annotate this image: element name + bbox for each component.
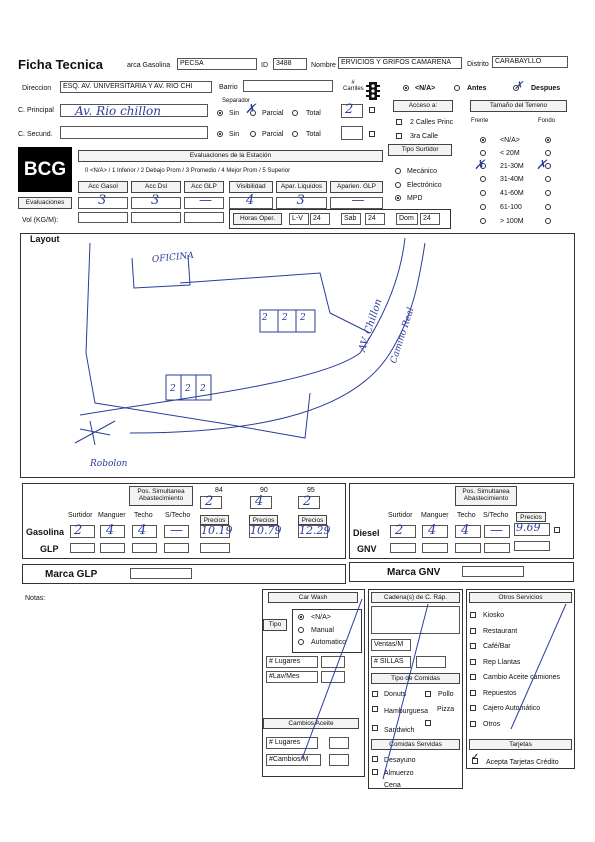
surtidor-electronico-label: Electrónico bbox=[407, 182, 442, 189]
c-principal-handwriting: Av. Rio chillon bbox=[75, 104, 161, 118]
separador-sin-label: Sin bbox=[229, 110, 240, 117]
desayuno-label: Desayuno bbox=[384, 757, 416, 764]
octano-95: 95 bbox=[307, 487, 315, 494]
separador2-total-label: Total bbox=[306, 131, 321, 138]
bcg-logo: BCG bbox=[18, 147, 72, 192]
sab-field[interactable]: 24 bbox=[365, 213, 385, 225]
fondo-radio[interactable] bbox=[545, 150, 551, 156]
eval-col-header: Aparien. GLP bbox=[330, 181, 383, 193]
dsl-surtidor-value: 2 bbox=[395, 523, 404, 538]
dsl-col-techo: Techo bbox=[457, 512, 476, 519]
fondo-radio[interactable] bbox=[545, 204, 551, 210]
otros-item-label: Restaurant bbox=[483, 627, 518, 635]
dsl-col-surtidor: Surtidor bbox=[388, 512, 413, 519]
carriles2-checkbox[interactable] bbox=[369, 131, 375, 137]
marca-gnv-field[interactable] bbox=[462, 566, 524, 577]
dom-label: Dom bbox=[396, 213, 418, 225]
octano-84: 84 bbox=[215, 487, 223, 494]
terreno-size-label: 31-40M bbox=[500, 176, 524, 183]
dsl-stecho-value: — bbox=[490, 523, 503, 538]
acceso-2calles-label: 2 Calles Princ bbox=[410, 119, 454, 126]
radio-na-label: <N/A> bbox=[415, 85, 436, 92]
fondo-radio[interactable] bbox=[545, 190, 551, 196]
isla2-1: 2 bbox=[170, 384, 176, 394]
gas-precio-84: 10.19 bbox=[201, 524, 233, 537]
octano-84-value: 2 bbox=[205, 494, 214, 509]
gas-precios-label-1: Precios bbox=[200, 515, 229, 525]
gnv-field-2[interactable] bbox=[422, 543, 448, 553]
diesel-label: Diesel bbox=[353, 528, 380, 538]
evaluaciones-row-label: Evaluaciones bbox=[18, 197, 72, 209]
eval-score-value: 3 bbox=[296, 193, 305, 208]
vol-field-3[interactable] bbox=[184, 212, 224, 223]
isla2-2: 2 bbox=[185, 384, 191, 394]
eval-col-header: Acc GLP bbox=[184, 181, 224, 193]
gas-precio-95: 12.29 bbox=[299, 524, 331, 537]
cena-label: Cena bbox=[384, 782, 401, 789]
gas-col-stecho: S/Techo bbox=[165, 512, 191, 519]
eval-score-value: 3 bbox=[151, 193, 160, 208]
otros-item-label: Cajero Automático bbox=[483, 705, 541, 712]
gnv-label: GNV bbox=[357, 544, 377, 554]
c-principal-label: C. Principal bbox=[18, 107, 54, 114]
isla1-1: 2 bbox=[262, 313, 268, 323]
gnv-field-4[interactable] bbox=[484, 543, 510, 553]
dom-field[interactable]: 24 bbox=[420, 213, 440, 225]
dsl-pos-label: Pos. Simultanea Abastecimiento bbox=[455, 486, 517, 506]
terreno-size-label: 61-100 bbox=[500, 204, 522, 211]
road-label-2: Camino Real bbox=[389, 306, 417, 365]
gas-techo-value: 4 bbox=[138, 523, 147, 538]
traffic-light-icon bbox=[366, 82, 380, 100]
dsl-techo-value: 4 bbox=[461, 523, 470, 538]
carwash-strike-line bbox=[262, 589, 365, 777]
glp-precio-field[interactable] bbox=[200, 543, 230, 553]
barrio-label: Barrio bbox=[219, 84, 238, 91]
cadena-header: Cadena(s) de C. Ráp. bbox=[371, 592, 460, 603]
gas-precios-label-2: Precios bbox=[249, 515, 278, 525]
eval-col-header: Acc Gasol bbox=[78, 181, 128, 193]
layout-sketch bbox=[20, 233, 575, 478]
cambios-aceite-header: Cambios Aceite bbox=[263, 718, 359, 729]
pollo-label: Pollo bbox=[438, 691, 454, 698]
c-secundaria-field[interactable] bbox=[60, 126, 208, 139]
tipo-comidas-header: Tipo de Comidas bbox=[371, 673, 460, 684]
frente-radio[interactable] bbox=[480, 176, 486, 182]
marca-glp-label: Marca GLP bbox=[45, 569, 98, 580]
octano-90: 90 bbox=[260, 487, 268, 494]
octano-95-value: 2 bbox=[303, 494, 312, 509]
fondo-x-mark: ✗ bbox=[536, 158, 547, 173]
eval-score-value: 3 bbox=[98, 193, 107, 208]
eval-score-value: — bbox=[351, 193, 365, 208]
terreno-size-label: 21-30M bbox=[500, 163, 524, 170]
glp-field-4[interactable] bbox=[164, 543, 189, 553]
otros-item-label: Kiosko bbox=[483, 612, 505, 619]
cadena-sillas-field[interactable]: # SILLAS bbox=[371, 656, 411, 668]
donuts-label: Donuts bbox=[384, 691, 407, 698]
sab-label: Sab bbox=[341, 213, 361, 225]
direccion-field[interactable]: ESQ. AV. UNIVERSITARIA Y AV. RIO CHI bbox=[60, 81, 212, 93]
check-mark-icon: ✗ bbox=[514, 79, 524, 92]
dsl-col-stecho: S/Techo bbox=[483, 512, 509, 519]
eval-col-header: Apar. Liquidos bbox=[276, 181, 327, 193]
frente-label: Frente bbox=[471, 118, 489, 124]
distrito-field[interactable]: CARABAYLLO bbox=[492, 56, 568, 68]
carwash-lavmes-field[interactable]: #Lav/Mes bbox=[266, 671, 318, 683]
notas-label: Notas: bbox=[25, 595, 46, 602]
gas-col-manguer: Manguer bbox=[98, 512, 126, 519]
eval-score-value: — bbox=[199, 193, 212, 208]
gas-surtidor-value: 2 bbox=[74, 523, 83, 538]
surtidor-mpd-radio[interactable] bbox=[395, 195, 401, 201]
carriles-checkbox[interactable] bbox=[369, 107, 375, 113]
isla2-3: 2 bbox=[200, 384, 206, 394]
otros-strike-line bbox=[466, 589, 575, 769]
gas-stecho-value: — bbox=[170, 523, 183, 538]
eval-score-value: 4 bbox=[246, 193, 255, 208]
tipo-surtidor-button[interactable]: Tipo Surtidor bbox=[388, 144, 452, 156]
eval-col-header: Acc Dsl bbox=[131, 181, 181, 193]
separador-sin-radio[interactable] bbox=[217, 110, 223, 116]
pizza-label: Pizza bbox=[437, 706, 455, 713]
octano-90-value: 4 bbox=[255, 494, 264, 509]
cadena-strike-line bbox=[368, 589, 463, 789]
gasolina-label: Gasolina bbox=[26, 527, 65, 537]
fondo-radio[interactable] bbox=[545, 176, 551, 182]
barrio-field[interactable] bbox=[243, 80, 333, 92]
form-title: Ficha Tecnica bbox=[18, 57, 104, 72]
cambios-mes-field[interactable]: #Cambios/M bbox=[266, 754, 321, 766]
gas-col-techo: Techo bbox=[134, 512, 153, 519]
separador-x-mark: ✗ bbox=[245, 102, 256, 117]
almuerzo-label: Almuerzo bbox=[384, 770, 414, 777]
isla1-2: 2 bbox=[282, 313, 288, 323]
marca-field[interactable]: PECSA bbox=[177, 58, 257, 70]
gnv-field-1[interactable] bbox=[390, 543, 416, 553]
id-label: ID bbox=[261, 62, 268, 69]
terreno-size-label: < 20M bbox=[500, 150, 520, 157]
otros-item-label: Repuestos bbox=[483, 689, 517, 697]
dsl-precio: 9.69 bbox=[516, 521, 541, 534]
gas-manguer-value: 4 bbox=[106, 523, 115, 538]
carwash-tipo-label: Tipo bbox=[263, 619, 287, 631]
eval-col-header: Visibilidad bbox=[229, 181, 273, 193]
horas-button[interactable]: Horas Oper. bbox=[233, 213, 282, 225]
carwash-na-label: <N/A> bbox=[311, 614, 331, 621]
separador2-parcial-radio[interactable] bbox=[250, 131, 256, 137]
gas-precios-label-3: Precios bbox=[298, 515, 327, 525]
separador2-sin-radio[interactable] bbox=[217, 131, 223, 137]
c-secundaria-label: C. Secund. bbox=[18, 131, 53, 138]
road-label-1: AV. Chillon bbox=[357, 297, 385, 354]
gnv-field-3[interactable] bbox=[455, 543, 481, 553]
carwash-lugares-field[interactable]: # Lugares bbox=[266, 656, 318, 668]
separador-label: Separador bbox=[222, 98, 251, 104]
otros-item-label: Café/Bar bbox=[483, 643, 511, 650]
glp-field-3[interactable] bbox=[132, 543, 157, 553]
separador-parcial-label: Parcial bbox=[262, 110, 284, 117]
layout-label: Layout bbox=[30, 234, 60, 244]
radio-antes[interactable] bbox=[454, 85, 460, 91]
separador2-parcial-label: Parcial bbox=[262, 131, 284, 138]
vol-field-1[interactable] bbox=[78, 212, 128, 223]
sandwich-label: Sandwich bbox=[384, 727, 415, 734]
terreno-size-label: <N/A> bbox=[500, 137, 520, 144]
terreno-size-label: 41-60M bbox=[500, 190, 524, 197]
marca-gnv-label: Marca GNV bbox=[387, 567, 441, 578]
gas-precio-90: 10.79 bbox=[250, 524, 282, 537]
fondo-label: Fondo bbox=[538, 118, 556, 124]
radio-despues-label: Despues bbox=[531, 85, 561, 92]
frente-x-mark: ✗ bbox=[474, 158, 485, 173]
evaluaciones-header: Evaluaciones de la Estación bbox=[78, 150, 383, 162]
gnv-precio-field[interactable] bbox=[514, 541, 550, 551]
carwash-auto-label: Automatico bbox=[311, 639, 347, 646]
gas-pos-label: Pos. Simultanea Abastecimiento bbox=[129, 486, 193, 506]
fondo-radio[interactable] bbox=[545, 218, 551, 224]
otros-item-label: Otros bbox=[483, 720, 501, 728]
comidas-servidas-header: Comidas Servidas bbox=[371, 739, 460, 750]
radio-antes-label: Antes bbox=[467, 85, 487, 92]
cadena-ventas-field[interactable]: Ventas/M bbox=[371, 639, 411, 651]
signature: Robolon bbox=[90, 459, 128, 469]
oficina-label: OFICINA bbox=[151, 250, 195, 266]
frente-radio[interactable] bbox=[480, 150, 486, 156]
direccion-label: Direccion bbox=[22, 85, 52, 92]
dsl-col-manguer: Manguer bbox=[421, 512, 449, 519]
surtidor-mecanico-radio[interactable] bbox=[395, 168, 401, 174]
cambios-lugares-field[interactable]: # Lugares bbox=[266, 737, 318, 749]
terreno-size-label: > 100M bbox=[500, 218, 524, 225]
gas-col-surtidor: Surtidor bbox=[68, 512, 93, 519]
separador-total-label: Total bbox=[306, 110, 321, 117]
tarjetas-header: Tarjetas bbox=[469, 739, 572, 750]
scale-legend: 0 <N/A> / 1 Inferior / 2 Debajo Prom / 3 Promedio / 4 Mejor Prom / 5 Superior bbox=[85, 168, 291, 174]
surtidor-mecanico-label: Mecánico bbox=[407, 168, 437, 175]
lv-field[interactable]: 24 bbox=[310, 213, 330, 225]
vol-label: Vol (KG/M): bbox=[22, 217, 59, 224]
acceso-2calles-checkbox[interactable] bbox=[396, 119, 402, 125]
frente-radio[interactable] bbox=[480, 204, 486, 210]
nombre-label: Nombre bbox=[311, 62, 336, 69]
carwash-header: Car Wash bbox=[268, 592, 358, 603]
carriles2-field[interactable] bbox=[341, 126, 363, 140]
tarjetas-check-icon: ✓ bbox=[471, 752, 480, 763]
carwash-manual-label: Manual bbox=[311, 627, 334, 634]
acceso-button[interactable]: Acceso a: bbox=[393, 100, 453, 112]
carriles-value: 2 bbox=[345, 102, 354, 117]
separador2-sin-label: Sin bbox=[229, 131, 240, 138]
surtidor-mpd-label: MPD bbox=[407, 195, 423, 202]
distrito-label: Distrito bbox=[467, 61, 489, 68]
surtidor-electronico-radio[interactable] bbox=[395, 182, 401, 188]
carriles-label: # Carriles bbox=[343, 80, 364, 92]
separador2-total-radio[interactable] bbox=[292, 131, 298, 137]
frente-radio[interactable] bbox=[480, 218, 486, 224]
id-field[interactable]: 3488 bbox=[273, 58, 307, 70]
frente-radio[interactable] bbox=[480, 137, 486, 143]
separador-total-radio[interactable] bbox=[292, 110, 298, 116]
dsl-precio-checkbox[interactable] bbox=[554, 527, 560, 533]
frente-radio[interactable] bbox=[480, 190, 486, 196]
hamburguesa-label: Hamburguesa bbox=[384, 708, 428, 715]
terreno-button[interactable]: Tamaño del Terreno bbox=[470, 100, 567, 112]
glp-label: GLP bbox=[40, 544, 59, 554]
nombre-field[interactable]: ERVICIOS Y GRIFOS CAMARENA bbox=[338, 57, 462, 69]
radio-na[interactable] bbox=[403, 85, 409, 91]
otros-item-label: Rep Llantas bbox=[483, 658, 521, 666]
otros-header: Otros Servicios bbox=[469, 592, 572, 603]
acceso-3ra-checkbox[interactable] bbox=[396, 133, 402, 139]
marca-label: arca Gasolina bbox=[127, 62, 171, 69]
lv-label: L-V bbox=[289, 213, 309, 225]
glp-field-2[interactable] bbox=[100, 543, 125, 553]
vol-field-2[interactable] bbox=[131, 212, 181, 223]
isla1-3: 2 bbox=[300, 313, 306, 323]
glp-field-1[interactable] bbox=[70, 543, 95, 553]
dsl-precios-label: Precios bbox=[516, 512, 546, 522]
dsl-manguer-value: 4 bbox=[428, 523, 437, 538]
otros-item-label: Cambio Aceite camiones bbox=[483, 674, 561, 681]
tarjetas-label: Acepta Tarjetas Crédito bbox=[486, 759, 559, 766]
acceso-3ra-label: 3ra Calle bbox=[410, 133, 439, 140]
fondo-radio[interactable] bbox=[545, 137, 551, 143]
marca-glp-field[interactable] bbox=[130, 568, 192, 579]
